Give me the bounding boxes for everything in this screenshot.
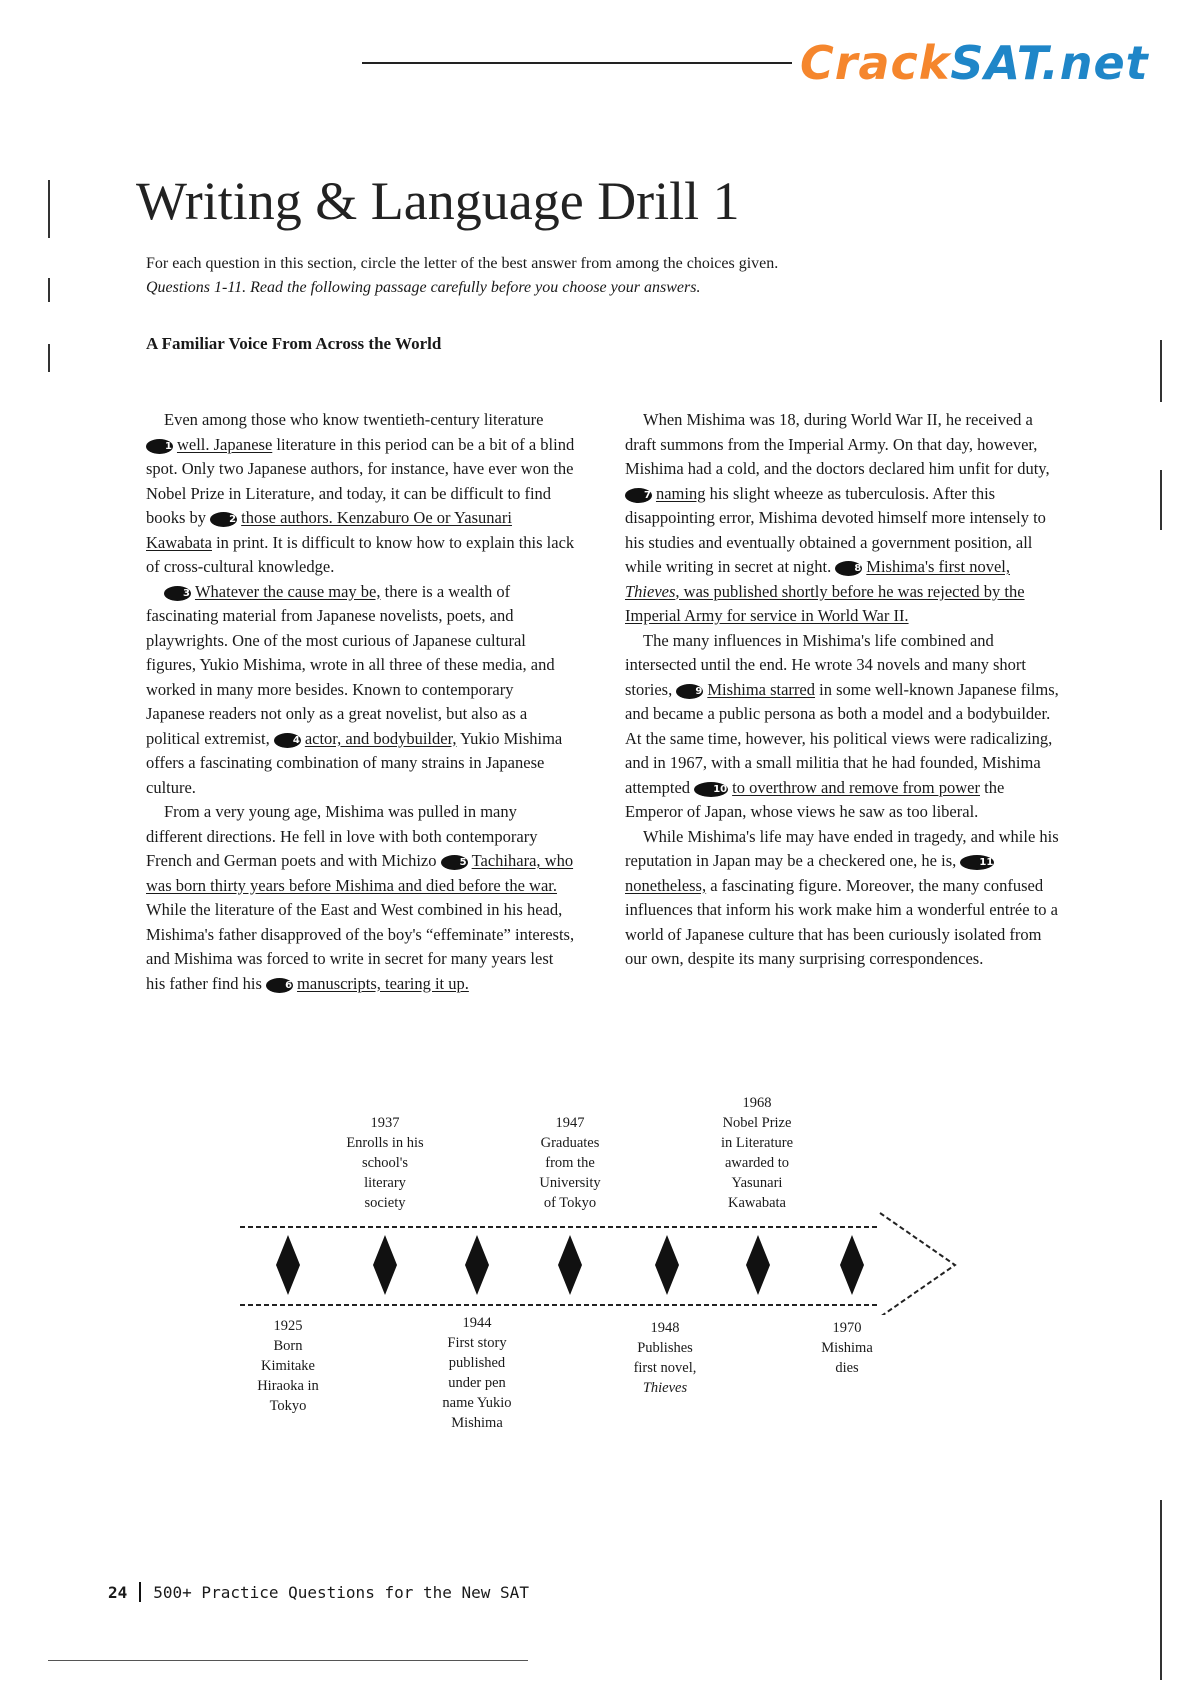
- text-run: , was published shortly before he was rejected by the Imperial Army for service in World War II.: [625, 581, 1025, 625]
- timeline-event-1948: [605, 1318, 725, 1398]
- event-year: 1944: [462, 1315, 492, 1331]
- event-text: awarded to: [724, 1155, 789, 1171]
- book-title: 500+ Practice Questions for the New SAT: [153, 1583, 529, 1602]
- event-text: Mishima: [451, 1415, 503, 1431]
- page-number: 24: [108, 1583, 128, 1602]
- footer-separator: [139, 1582, 141, 1602]
- question-number-7: 7: [625, 488, 652, 503]
- question-number-10: 10: [694, 782, 728, 797]
- question-number-1: 1: [146, 439, 173, 454]
- timeline-event-1925: [228, 1316, 348, 1416]
- text-run: there is a wealth of fascinating material from Japanese novelists, poets, and playwrights. One of the most curious of Japanese cultural figures, Yukio Mishima, wrote in all three of these media, and worked in many more besides. Known to contemporary Japanese readers not only as a great novelist, but also as a political extremist,: [146, 581, 555, 748]
- question-number-3: 3: [164, 586, 191, 601]
- margin-line-left-2: [48, 278, 50, 302]
- instructions-line-2: Questions 1-11. Read the following passage carefully before you choose your answers.: [146, 279, 701, 296]
- event-text: University: [539, 1175, 601, 1191]
- instructions-line-1: For each question in this section, circle the letter of the best answer from among the choices given.: [146, 255, 779, 272]
- event-year: 1970: [832, 1320, 862, 1336]
- text-run: in print. It is difficult to know how to explain this lack of cross-cultural knowledge.: [146, 532, 575, 576]
- question-number-9: 9: [676, 684, 703, 699]
- logo-part-2: SAT.net: [950, 36, 1149, 90]
- text-run: his slight wheeze as tuberculosis. After this disappointing error, Mishima devoted himself more intensely to his studies and eventually obtained a government position, all while writing in secret at night.: [625, 483, 1046, 576]
- margin-line-left-3: [48, 344, 50, 372]
- paragraph-6: [625, 825, 1065, 972]
- event-year: 1937: [370, 1115, 400, 1131]
- event-text: Graduates: [540, 1135, 600, 1151]
- timeline-event-1944: [417, 1313, 537, 1433]
- passage-column-left: [146, 408, 576, 996]
- bottom-rule: [48, 1660, 528, 1661]
- timeline-event-1937: [325, 1113, 445, 1213]
- event-text: literary: [364, 1175, 406, 1191]
- margin-line-right-3: [1160, 1500, 1162, 1680]
- passage-column-right: [625, 408, 1065, 972]
- event-text: published: [448, 1355, 506, 1371]
- question-number-5: 5: [441, 855, 468, 870]
- timeline-markers: [276, 1235, 864, 1295]
- event-text: Born: [273, 1338, 303, 1354]
- text-run: Mishima's first novel,: [866, 557, 1010, 576]
- marker-1937: [373, 1235, 397, 1295]
- paragraph-5: [625, 629, 1065, 825]
- underlined-portion-3: Whatever the cause may be,: [194, 581, 381, 601]
- event-text: Enrolls in his: [346, 1135, 424, 1151]
- paragraph-3: [146, 800, 576, 996]
- text-run: a fascinating figure. Moreover, the many confused influences that inform his work make him a wonderful entrée to a world of Japanese culture that has been curiously isolated from our own, despite its many surprising correspondences.: [625, 875, 1058, 968]
- event-text: school's: [361, 1155, 409, 1171]
- event-text: in Literature: [720, 1135, 794, 1151]
- event-text: Tokyo: [269, 1398, 307, 1414]
- event-text: Publishes: [637, 1340, 693, 1356]
- text-run: literature in this period can be a bit of a blind spot. Only two Japanese authors, for instance, have ever won the Nobel Prize in Literature, and today, it can be difficult to find books by: [146, 434, 575, 527]
- event-text: society: [364, 1195, 406, 1211]
- logo-part-1: Crack: [800, 36, 951, 90]
- underlined-portion-4: actor, and bodybuilder,: [304, 728, 457, 748]
- underlined-portion-2: those authors. Kenzaburo Oe or Yasunari Kawabata: [146, 508, 512, 552]
- marker-1948: [655, 1235, 679, 1295]
- question-number-2: 2: [210, 512, 237, 527]
- timeline-arrow: [230, 1205, 990, 1315]
- underlined-portion-7: naming: [655, 483, 706, 503]
- marker-1944: [465, 1235, 489, 1295]
- event-text: Nobel Prize: [722, 1115, 792, 1131]
- marker-1970: [840, 1235, 864, 1295]
- event-text: Mishima: [821, 1340, 873, 1356]
- novel-title: Thieves: [625, 581, 676, 601]
- event-text: First story: [447, 1335, 507, 1351]
- marker-1925: [276, 1235, 300, 1295]
- event-year: 1925: [273, 1318, 303, 1334]
- event-text: Kawabata: [728, 1195, 786, 1211]
- underlined-portion-11: nonetheless,: [625, 875, 707, 895]
- event-text: Kimitake: [261, 1358, 315, 1374]
- text-run: While the literature of the East and West combined in his head, Mishima's father disapproved of the boy's “effeminate” interests, and Mishima was forced to write in secret for many years lest his father find his: [146, 900, 575, 993]
- timeline-event-1947: [510, 1113, 630, 1213]
- underlined-portion-6: manuscripts, tearing it up.: [297, 973, 469, 993]
- underlined-portion-10: to overthrow and remove from power: [732, 777, 980, 797]
- passage-title: A Familiar Voice From Across the World: [146, 334, 442, 353]
- text-run: Even among those who know twentieth-century literature: [164, 410, 544, 429]
- margin-line-right-2: [1160, 470, 1162, 530]
- event-year: 1947: [555, 1115, 585, 1131]
- question-number-6: 6: [266, 978, 293, 993]
- cracksat-logo: [800, 36, 1149, 90]
- underlined-portion-1: well. Japanese: [176, 434, 273, 454]
- timeline-event-1968: [697, 1093, 817, 1213]
- page-footer: [108, 1582, 529, 1602]
- event-text: name Yukio: [442, 1395, 512, 1411]
- text-run: From a very young age, Mishima was pulled in many different directions. He fell in love with both contemporary French and German poets and with Michizo: [146, 802, 538, 870]
- event-text: dies: [835, 1360, 859, 1376]
- text-run: in some well-known Japanese films, and became a public persona as both a model and a bodybuilder. At the same time, however, his political views were radicalizing, and in 1967, with a small militia that he had founded, Mishima attempted: [625, 679, 1059, 797]
- top-rule: [362, 62, 792, 64]
- timeline-event-1970: [787, 1318, 907, 1378]
- text-run: Yukio Mishima offers a fascinating combination of many strains in Japanese culture.: [146, 728, 563, 797]
- question-number-8: 8: [835, 561, 862, 576]
- text-run: While Mishima's life may have ended in tragedy, and while his reputation in Japan may be a checkered one, he is,: [625, 826, 1059, 870]
- marker-1968: [746, 1235, 770, 1295]
- paragraph-2: [146, 580, 576, 801]
- paragraph-1: [146, 408, 576, 580]
- event-year: 1968: [742, 1095, 772, 1111]
- text-run: When Mishima was 18, during World War II, he received a draft summons from the Imperial Army. On that day, however, Mishima had a cold, and the doctors declared him unfit for duty,: [625, 410, 1050, 478]
- paragraph-4: [625, 408, 1065, 629]
- event-text: under pen: [448, 1375, 506, 1391]
- page-title: Writing & Language Drill 1: [136, 171, 740, 231]
- text-run: the Emperor of Japan, whose views he saw as too liberal.: [625, 777, 1005, 821]
- event-text: Yasunari: [731, 1175, 783, 1191]
- event-text: Thieves: [642, 1380, 688, 1396]
- event-text: from the: [545, 1155, 595, 1171]
- margin-line-left-1: [48, 180, 50, 238]
- instructions: [146, 252, 1046, 300]
- question-number-4: 4: [274, 733, 301, 748]
- margin-line-right-1: [1160, 340, 1162, 402]
- event-text: first novel,: [633, 1360, 697, 1376]
- event-text: of Tokyo: [543, 1195, 597, 1211]
- text-run: The many influences in Mishima's life combined and intersected until the end. He wrote 34 novels and many short stories,: [625, 630, 1026, 699]
- marker-1947: [558, 1235, 582, 1295]
- underlined-portion-5: Tachihara, who was born thirty years before Mishima and died before the war.: [146, 851, 574, 895]
- question-number-11: 11: [960, 855, 994, 870]
- event-year: 1948: [650, 1320, 680, 1336]
- event-text: Hiraoka in: [257, 1378, 319, 1394]
- underlined-portion-9: Mishima starred: [707, 679, 815, 699]
